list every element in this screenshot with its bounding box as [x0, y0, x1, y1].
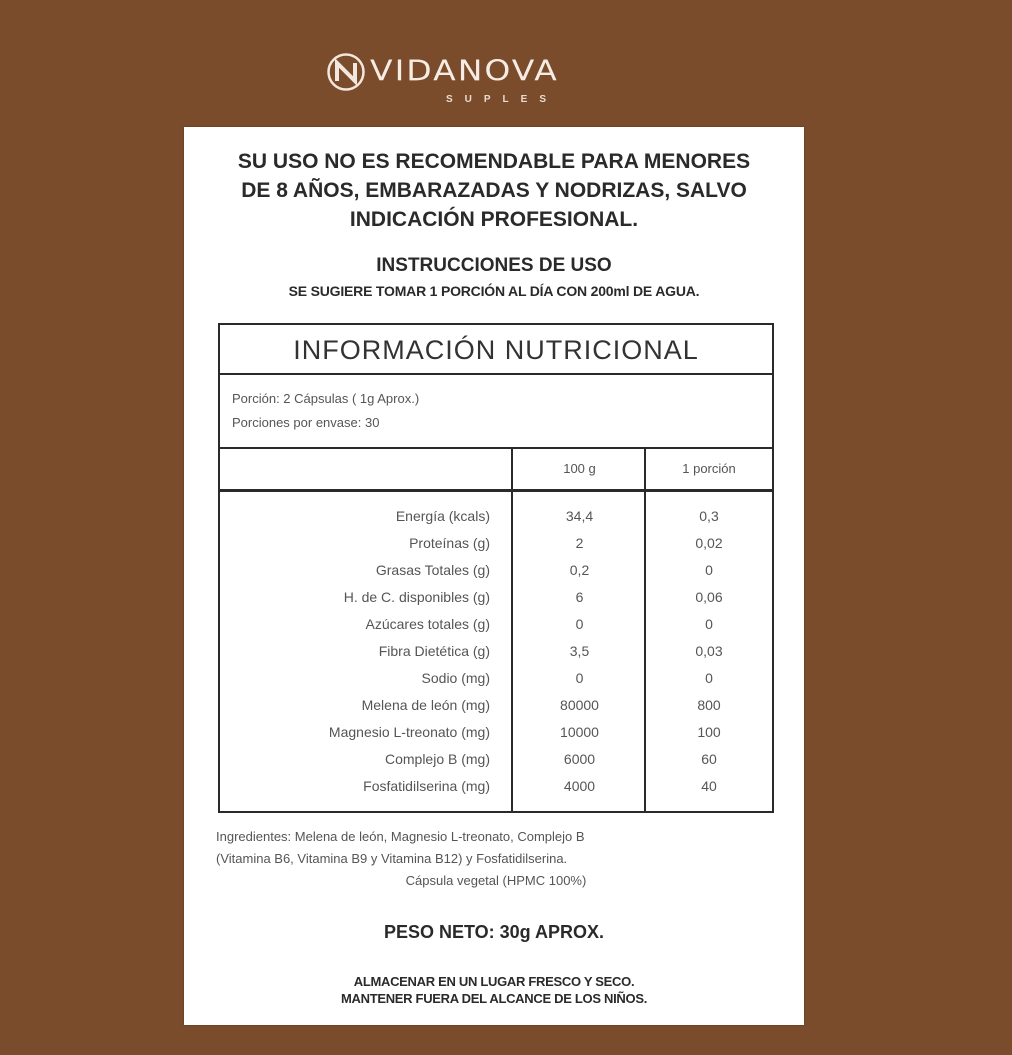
ingredients-line: Ingredientes: Melena de león, Magnesio L-treonato, Complejo B: [216, 829, 585, 844]
servings-per-container: Porciones por envase: 30: [232, 415, 380, 430]
table-row: [220, 694, 772, 721]
nutrition-title: INFORMACIÓN NUTRICIONAL: [220, 325, 772, 375]
value-100g: 0: [575, 616, 584, 632]
value-100g: 6000: [563, 751, 596, 767]
warning-text: [184, 147, 804, 234]
storage-line: MANTENER FUERA DEL ALCANCE DE LOS NIÑOS.: [340, 991, 648, 1006]
value-100g: 0: [575, 670, 584, 686]
table-row: [220, 559, 772, 586]
ingredients-text: [216, 826, 776, 892]
value-portion: 100: [697, 724, 721, 740]
table-row: [220, 613, 772, 640]
value-portion: 0,03: [695, 643, 723, 659]
ingredients-capsule: Cápsula vegetal (HPMC 100%): [405, 873, 587, 888]
value-portion: 0: [705, 670, 713, 686]
value-portion: 0,06: [695, 589, 723, 605]
table-header: [220, 449, 772, 492]
value-100g: 10000: [560, 724, 599, 740]
table-row: [220, 640, 772, 667]
value-100g: 4000: [563, 778, 596, 794]
warning-line: INDICACIÓN PROFESIONAL.: [349, 208, 639, 231]
table-body: [220, 505, 772, 802]
nutrient-name: H. de C. disponibles (g): [343, 589, 490, 605]
value-portion: 800: [697, 697, 721, 713]
value-100g: 0,2: [569, 562, 590, 578]
nutrient-name: Proteínas (g): [409, 535, 490, 551]
storage-instructions: [184, 973, 804, 1007]
ingredients-line: (Vitamina B6, Vitamina B9 y Vitamina B12) y Fosfatidilserina.: [216, 851, 568, 866]
brand-subtitle: SUPLES: [446, 94, 559, 105]
header-nutrient: [220, 449, 513, 489]
n-circle-logo-icon: [326, 52, 366, 92]
value-100g: 3,5: [569, 643, 590, 659]
nutrient-name: Magnesio L-treonato (mg): [328, 724, 490, 740]
value-portion: 0: [705, 616, 713, 632]
table-row: [220, 721, 772, 748]
nutrient-name: Energía (kcals): [395, 508, 490, 524]
nutrition-table: [218, 323, 774, 813]
value-100g: 80000: [560, 697, 599, 713]
nutrient-name: Fosfatidilserina (mg): [363, 778, 490, 794]
label-card: [184, 127, 804, 1025]
storage-line: ALMACENAR EN UN LUGAR FRESCO Y SECO.: [353, 974, 635, 989]
value-100g: 6: [575, 589, 584, 605]
nutrient-name: Sodio (mg): [421, 670, 490, 686]
table-row: [220, 532, 772, 559]
table-row: [220, 505, 772, 532]
instructions-text: SE SUGIERE TOMAR 1 PORCIÓN AL DÍA CON 200ml DE AGUA.: [288, 283, 700, 299]
header-100g: 100 g: [563, 461, 596, 476]
value-portion: 60: [701, 751, 717, 767]
value-portion: 0,02: [695, 535, 723, 551]
table-row: [220, 775, 772, 802]
value-portion: 0: [705, 562, 713, 578]
value-portion: 40: [701, 778, 717, 794]
table-row: [220, 667, 772, 694]
table-row: [220, 748, 772, 775]
nutrient-name: Melena de león (mg): [361, 697, 490, 713]
net-weight: PESO NETO: 30g APROX.: [383, 922, 605, 942]
brand-logo: [326, 50, 666, 112]
portion-info: [220, 375, 772, 449]
header-portion: 1 porción: [682, 461, 736, 476]
portion-size: Porción: 2 Cápsulas ( 1g Aprox.): [232, 391, 420, 406]
instructions-title: INSTRUCCIONES DE USO: [376, 255, 612, 276]
table-row: [220, 586, 772, 613]
nutrient-name: Grasas Totales (g): [375, 562, 490, 578]
value-100g: 34,4: [565, 508, 594, 524]
value-portion: 0,3: [699, 508, 719, 524]
warning-line: DE 8 AÑOS, EMBARAZADAS Y NODRIZAS, SALVO: [241, 179, 747, 202]
nutrient-name: Azúcares totales (g): [365, 616, 490, 632]
nutrient-name: Complejo B (mg): [384, 751, 490, 767]
value-100g: 2: [575, 535, 584, 551]
warning-line: SU USO NO ES RECOMENDABLE PARA MENORES: [237, 150, 751, 173]
brand-name: VIDANOVA: [370, 54, 559, 88]
nutrient-name: Fibra Dietética (g): [378, 643, 490, 659]
